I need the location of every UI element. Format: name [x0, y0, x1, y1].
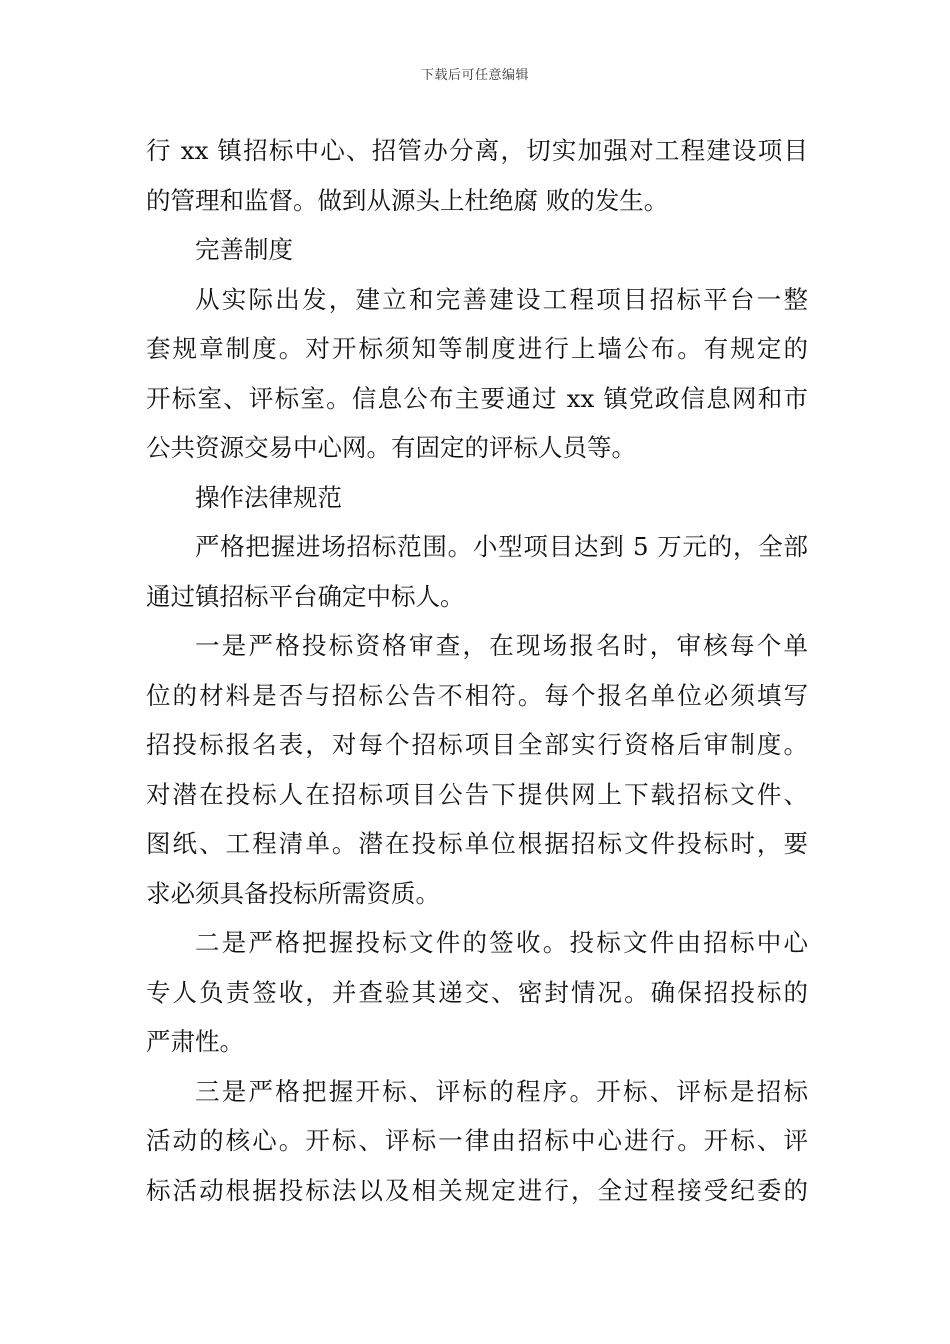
text-line: 图纸、工程清单。潜在投标单位根据招标文件投标时，要: [146, 829, 808, 858]
section-heading-1: [146, 225, 808, 275]
text-line: 严格把握进场招标范围。小型项目达到 5 万元的，全部: [195, 532, 808, 561]
heading-text: 完善制度: [195, 235, 293, 264]
text-line: 行 xx 镇招标中心、招管办分离，切实加强对工程建设项目: [146, 136, 808, 165]
page-header-note: 下载后可任意编辑: [420, 68, 529, 83]
text-line: 严肃性。: [146, 1027, 244, 1056]
text-line: 一是严格投标资格审查，在现场报名时，审核每个单: [195, 631, 808, 660]
text-line: 位的材料是否与招标公告不相符。每个报名单位必须填写: [146, 680, 808, 710]
text-line: 对潜在投标人在招标项目公告下提供网上下载招标文件、: [146, 779, 808, 809]
section-heading-2: [146, 473, 808, 523]
text-line: 通过镇招标平台确定中标人。: [146, 581, 465, 611]
paragraph-0: [146, 126, 808, 225]
text-line: 三是严格把握开标、评标的程序。开标、评标是招标: [195, 1076, 808, 1106]
text-line: 从实际出发，建立和完善建设工程项目招标平台一整: [195, 284, 808, 314]
paragraph-2: [146, 522, 808, 621]
text-line: 的管理和监督。做到从源头上杜绝腐 败的发生。: [146, 185, 669, 215]
text-line: 二是严格把握投标文件的签收。投标文件由招标中心: [195, 928, 808, 957]
text-line: 活动的核心。开标、评标一律由招标中心进行。开标、评: [146, 1126, 808, 1155]
text-line: 标活动根据投标法以及相关规定进行，全过程接受纪委的: [146, 1175, 808, 1205]
text-line: 专人负责签收，并查验其递交、密封情况。确保招投标的: [146, 977, 808, 1007]
text-line: 求必须具备投标所需资质。: [146, 878, 440, 908]
text-line: 开标室、评标室。信息公布主要通过 xx 镇党政信息网和市: [146, 383, 808, 413]
heading-text: 操作法律规范: [195, 482, 342, 512]
paragraph-1: [146, 275, 808, 473]
paragraph-4: [146, 918, 808, 1067]
paragraph-5: [146, 1067, 808, 1216]
text-line: 招投标报名表，对每个招标项目全部实行资格后审制度。: [146, 730, 808, 759]
paragraph-3: [146, 621, 808, 918]
text-line: 公共资源交易中心网。有固定的评标人员等。: [146, 433, 636, 462]
document-body: [146, 126, 808, 1215]
text-line: 套规章制度。对开标须知等制度进行上墙公布。有规定的: [146, 334, 808, 363]
